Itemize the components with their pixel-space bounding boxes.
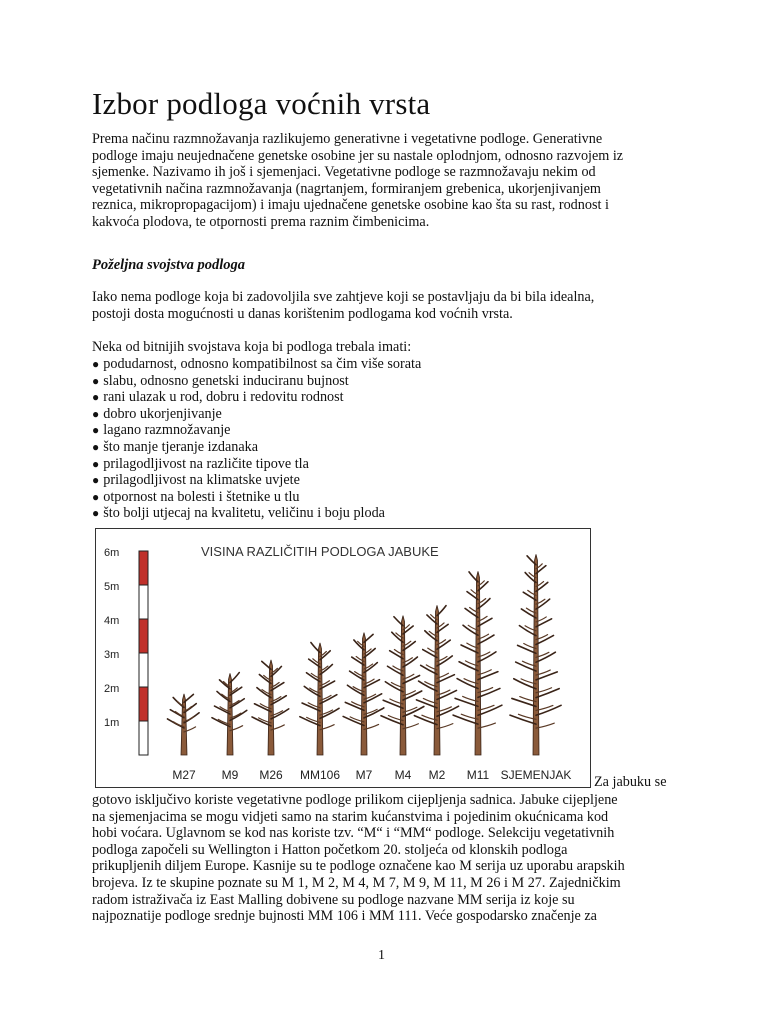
rootstock-label: M11: [466, 768, 490, 782]
tree-mm106: [300, 642, 339, 755]
list-item: ● prilagodljivost na različite tipove tla: [92, 456, 421, 473]
property-list: [92, 356, 421, 522]
list-item: ● lagano razmnožavanje: [92, 422, 421, 439]
scale-segment: [139, 585, 148, 619]
tree-m9: [212, 673, 247, 755]
tree-branch: [461, 645, 478, 653]
list-item: ● što bolji utjecaj na kvalitetu, veličinu i boju ploda: [92, 505, 421, 522]
figure-title: VISINA RAZLIČITIH PODLOGA JABUKE: [201, 544, 439, 559]
scale-label: 4m: [104, 615, 120, 627]
list-item: ● slabu, odnosno genetski induciranu bujnost: [92, 373, 421, 390]
list-item: ● otpornost na bolesti i štetnike u tlu: [92, 489, 421, 506]
tree-branch: [512, 698, 536, 706]
rootstock-label: M26: [259, 768, 283, 782]
para3-line: hobi voćara. Uglavnom se kod nas koriste tzv. “M“ i “MM“ podloge. Selekciju vegetativnih: [92, 825, 615, 842]
scale-label: 3m: [104, 649, 120, 661]
intro-line: reznica, mikropropagacijom) i imaju ujednačene genetske osobine kao šta su rast, rodnost i: [92, 197, 609, 214]
para3-line: gotovo isključivo koriste vegetativne podloge prilikom cijepljenja sadnica. Jabuke cijepljene: [92, 792, 618, 808]
scale-label: 6m: [104, 547, 120, 559]
scale-label: 1m: [104, 717, 120, 729]
rootstock-label: M27: [172, 768, 196, 782]
scale-label: 5m: [104, 581, 120, 593]
tree-m2: [414, 605, 458, 755]
rootstock-labels: [172, 768, 571, 782]
list-item: ● dobro ukorjenjivanje: [92, 406, 421, 423]
para3-line: podloga započeli su Wellington i Hatton početkom 20. stoljeća od klonskih podloga: [92, 841, 568, 858]
scale-segment: [139, 653, 148, 687]
rootstock-label: M4: [394, 768, 412, 782]
para3-line: brojeva. Iz te skupine poznate su M 1, M 2, M 4, M 7, M 9, M 11, M 26 i M 27. Zajedničkim: [92, 874, 621, 891]
figure-illustration: [96, 529, 590, 787]
section-heading: Poželjna svojstva podloga: [92, 257, 246, 273]
intro-line: kakvoća plodova, te otpornosti prema raznim čimbenicima.: [92, 213, 430, 230]
inline-text: Za jabuku se: [594, 774, 667, 790]
paragraph-2: [92, 289, 682, 322]
tree-sjemenjak: [510, 554, 561, 755]
trees-group: [167, 554, 561, 755]
list-item: ● prilagodljivost na klimatske uvjete: [92, 472, 421, 489]
tree-branch: [455, 698, 478, 706]
scale-segment: [139, 721, 148, 755]
rootstock-label: M7: [355, 768, 373, 782]
scale-segment: [139, 551, 148, 585]
tree-branch: [320, 708, 339, 718]
tree-m7: [343, 633, 384, 755]
tree-m11: [453, 571, 502, 755]
tree-branch: [536, 672, 557, 680]
paragraph-3: [92, 792, 682, 925]
rootstock-label: MM106: [299, 768, 341, 782]
scale-segment: [139, 619, 148, 653]
intro-line: sjemenke. Nazivamo ih još i sjemenjaci. Vegetativne podloge se razmnožavaju nekim od: [92, 164, 596, 181]
tree-branch: [383, 700, 403, 708]
tree-branch: [437, 675, 454, 683]
tree-branch: [459, 662, 478, 671]
list-intro-text: Neka od bitnijih svojstava koja bi podloga trebala imati:: [92, 339, 412, 355]
rootstock-label: SJEMENJAK: [500, 768, 572, 782]
rootstock-label: M9: [221, 768, 239, 782]
scale-segment: [139, 687, 148, 721]
intro-paragraph: [92, 131, 682, 231]
list-item: ● podudarnost, odnosno kompatibilnost sa čim više sorata: [92, 356, 421, 373]
list-item: ● što manje tjeranje izdanaka: [92, 439, 421, 456]
tree-branch: [518, 645, 536, 653]
intro-line: vegetativnih načina razmnožavanja (nagrtanjem, formiranjem grebenica, ukorjenjivanjem: [92, 180, 601, 197]
para2-line: Iako nema podloge koja bi zadovoljila sve zahtjeve koji se postavljaju da bi bila idealna,: [92, 289, 595, 305]
rootstock-label: M2: [428, 768, 446, 782]
tree-m27: [167, 694, 199, 755]
tree-branch: [416, 700, 437, 708]
rootstock-height-figure: [95, 528, 591, 788]
intro-line: Prema načinu razmnožavanja razlikujemo generativne i vegetativne podloge. Generativne: [92, 131, 603, 147]
list-intro: [92, 339, 682, 356]
list-item: ● rani ulazak u rod, dobru i redovitu rodnost: [92, 389, 421, 406]
tree-branch: [478, 672, 498, 680]
tree-m26: [252, 660, 289, 755]
para3-line: najpoznatije podloge srednje bujnosti MM 106 i MM 111. Veće gospodarsko značenje za: [92, 908, 597, 925]
para3-line: prikupljenih diljem Europe. Kasnije su te podloge označene kao M serija uz uporabu arapskih: [92, 858, 625, 875]
height-scale: [104, 547, 148, 755]
para2-line: postoji dosta mogućnosti u danas korištenim podlogama kod voćnih vrsta.: [92, 305, 513, 322]
scale-label: 2m: [104, 683, 120, 695]
tree-m4: [381, 616, 424, 755]
para3-line: na sjemenjacima se mogu vidjeti samo na starim kućanstvima i pojedinim okućnicama kod: [92, 808, 609, 825]
intro-line: podloge imaju neujednačene genetske osobine jer su nastale oplodnjom, odnosno razvojem iz: [92, 147, 624, 164]
para3-line: radom istraživača iz East Malling dobivene su podloge nazvane MM serija iz koje su: [92, 891, 575, 908]
page-number: 1: [378, 948, 385, 963]
page-title: Izbor podloga voćnih vrsta: [92, 86, 431, 121]
